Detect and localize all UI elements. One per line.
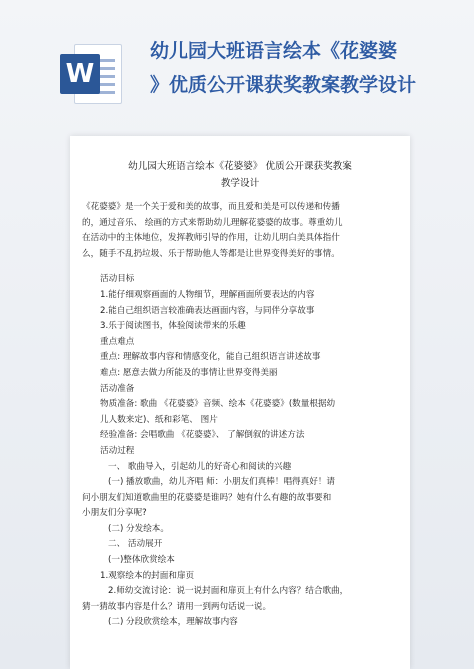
intro-line: 的，通过音乐、 绘画的方式来帮助幼儿理解花婆婆的故事。尊重幼儿 <box>82 217 343 228</box>
document-body <box>82 272 398 631</box>
header-banner <box>0 0 474 128</box>
document-line: (一)整体欣赏绘本 <box>108 555 175 566</box>
document-line: 活动准备 <box>100 383 135 394</box>
document-line: 儿人数来定)、纸和彩笔、 图片 <box>100 414 218 425</box>
word-letter-tile: W <box>60 54 100 94</box>
document-line: 经验准备: 会唱歌曲 《花婆婆》、 了解倒叙的讲述方法 <box>100 430 305 441</box>
page-title-line-1: 幼儿园大班语言绘本《花婆婆 <box>150 40 398 62</box>
document-line: 活动目标 <box>100 274 135 285</box>
document-line: 问小朋友们知道歌曲里的花婆婆是谁吗？她有什么有趣的故事要和 <box>82 492 332 503</box>
document-line: 物质准备: 歌曲 《花婆婆》音频、绘本《花婆婆》(数量根据幼 <box>100 399 336 410</box>
document-line: 3.乐于阅读图书，体验阅读带来的乐趣 <box>100 321 246 332</box>
document-line: 难点: 愿意去做力所能及的事情让世界变得美丽 <box>100 367 278 378</box>
document-line: (一) 播放歌曲，幼儿齐唱 师：小朋友们真棒！唱得真好！请 <box>108 477 336 488</box>
document-title-line-1: 幼儿园大班语言绘本《花婆婆》 优质公开课获奖教案 <box>128 161 352 172</box>
intro-paragraph <box>82 200 398 262</box>
document-title-line-2: 教学设计 <box>220 178 260 189</box>
intro-line: 么，随手不乱扔垃圾、乐于帮助他人等都是让世界变得美好的事情。 <box>82 248 340 259</box>
document-line: 小朋友们分享呢? <box>82 508 147 519</box>
document-line: 一、 歌曲导入，引起幼儿的好奇心和阅读的兴趣 <box>108 461 292 472</box>
document-line: 二、 活动展开 <box>108 539 163 550</box>
document-content <box>82 158 398 631</box>
intro-line: 《花婆婆》是一个关于爱和美的故事，而且爱和美是可以传递和传播 <box>82 202 340 212</box>
document-line: 1.观察绘本的封面和扉页 <box>100 570 195 581</box>
page-title <box>150 34 460 102</box>
document-title <box>82 158 398 192</box>
document-line: 2.能自己组织语言较准确表达画面内容，与同伴分享故事 <box>100 305 315 316</box>
document-line: 重点难点 <box>100 336 135 347</box>
document-line: 2.师幼交流讨论：说一说封面和扉页上有什么内容？结合歌曲， <box>108 586 349 597</box>
intro-line: 在活动中的主体地位，发挥教师引导的作用，让幼儿明白美具体指什 <box>82 233 340 244</box>
page-title-line-2: 》优质公开课获奖教案教学设计 <box>150 74 417 96</box>
document-line: 猜一猜故事内容是什么？请用一到两句话说一说。 <box>82 601 272 612</box>
document-line: 1.能仔细观察画面的人物细节，理解画面所要表达的内容 <box>100 289 315 300</box>
document-line: (二) 分发绘本。 <box>108 523 169 534</box>
document-line: (二) 分段欣赏绘本，理解故事内容 <box>108 617 238 628</box>
word-document-icon <box>56 40 124 106</box>
document-page <box>70 136 410 669</box>
document-line: 活动过程 <box>100 445 135 456</box>
document-line: 重点: 理解故事内容和情感变化，能自己组织语言讲述故事 <box>100 352 321 363</box>
